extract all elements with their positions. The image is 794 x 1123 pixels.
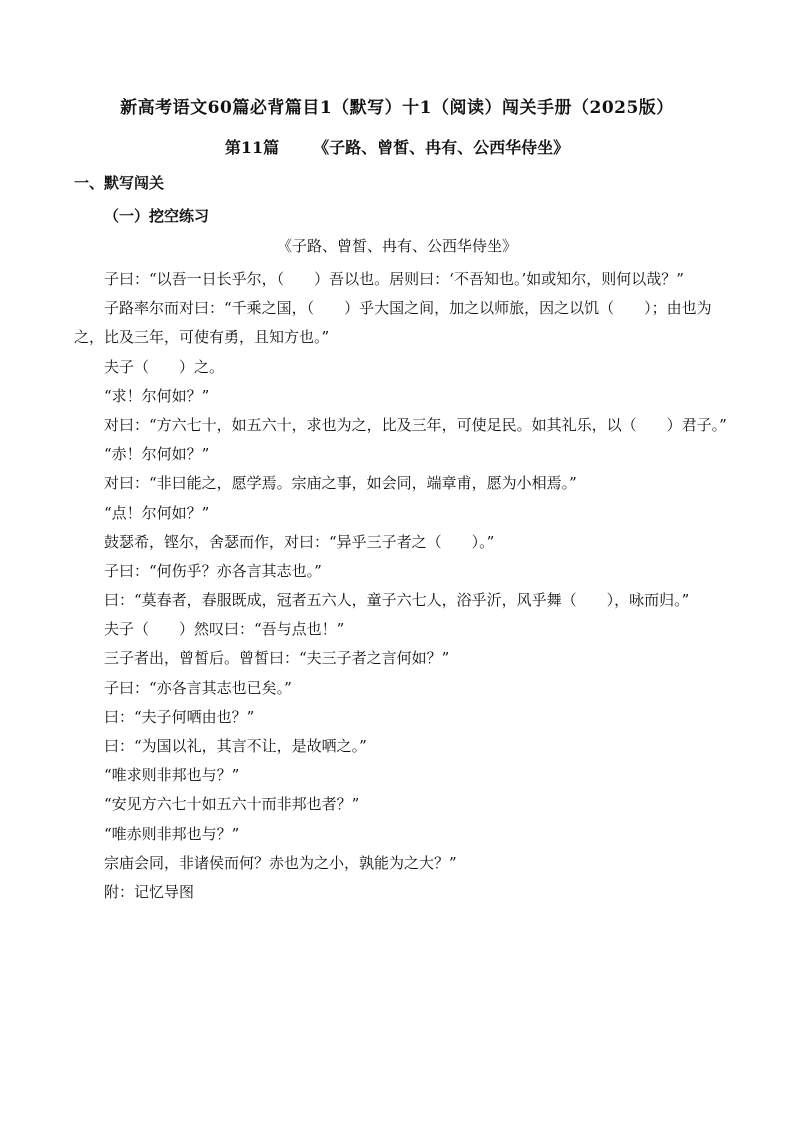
passage-line: 对曰：“非曰能之，愿学焉。宗庙之事，如会同，端章甫，愿为小相焉。” [104, 474, 577, 493]
passage-line: 曰：“为国以礼，其言不让，是故哂之。” [104, 737, 367, 755]
passage-line: 对曰：“方六七十，如五六十，求也为之，比及三年，可使足民。如其礼乐，以（ ）君子。” [104, 415, 727, 434]
passage-line: 之，比及三年，可使有勇，且知方也。” [74, 328, 330, 347]
chapter-subtitle [0, 135, 794, 158]
passage-line: 三子者出，曾皙后。曾皙曰：“夫三子者之言何如？” [104, 649, 450, 668]
passage-body [74, 265, 727, 907]
passage-line: 曰：“夫子何哂由也？” [104, 707, 255, 726]
passage-line: 子曰：“何伤乎？亦各言其志也。” [104, 561, 322, 580]
passage-line: 夫子（ ）然叹曰：“吾与点也！” [104, 620, 345, 639]
passage-line: 鼓瑟希，铿尔，舍瑟而作，对曰：“异乎三子者之（ ）。” [104, 532, 495, 551]
passage-line: 子曰：“以吾一日长乎尔，（ ）吾以也。居则曰：‘不吾知也。’如或知尔，则何以哉？” [104, 270, 684, 288]
passage-line: “求！尔何如？” [104, 386, 210, 405]
passage-line: 子曰：“亦各言其志也已矣。” [104, 678, 292, 697]
passage-line: 子路率尔而对曰：“千乘之国，（ ）乎大国之间，加之以师旅，因之以饥（ ）；由也为 [104, 299, 712, 318]
chapter-name: 《子路、曾皙、冉有、公西华侍坐》 [313, 138, 570, 157]
passage-line: 曰：“莫春者，春服既成，冠者五六人，童子六七人，浴乎沂，风乎舞（ ），咏而归。” [104, 591, 690, 610]
section-heading-dictation: 一、默写闯关 [74, 174, 165, 192]
passage-line: “唯求则非邦也与？” [104, 766, 240, 785]
passage-line: “点！尔何如？” [104, 503, 210, 522]
passage-line: “唯赤则非邦也与？” [104, 824, 240, 843]
passage-line: 宗庙会同，非诸侯而何？赤也为之小，孰能为之大？” [104, 853, 457, 872]
passage-line: “赤！尔何如？” [104, 445, 210, 464]
document-title: 新高考语文60篇必背篇目1（默写）十1（阅读）闯关手册（2025版） [120, 98, 674, 118]
appendix-label: 附：记忆导图 [104, 882, 195, 901]
passage-line: “安见方六七十如五六十而非邦也者？” [104, 795, 360, 814]
passage-title: 《子路、曾皙、冉有、公西华侍坐》 [276, 237, 517, 255]
chapter-number: 第11篇 [224, 138, 280, 157]
section-heading-fill-blank: （一）挖空练习 [104, 207, 210, 225]
passage-line: 夫子（ ）之。 [104, 357, 225, 376]
